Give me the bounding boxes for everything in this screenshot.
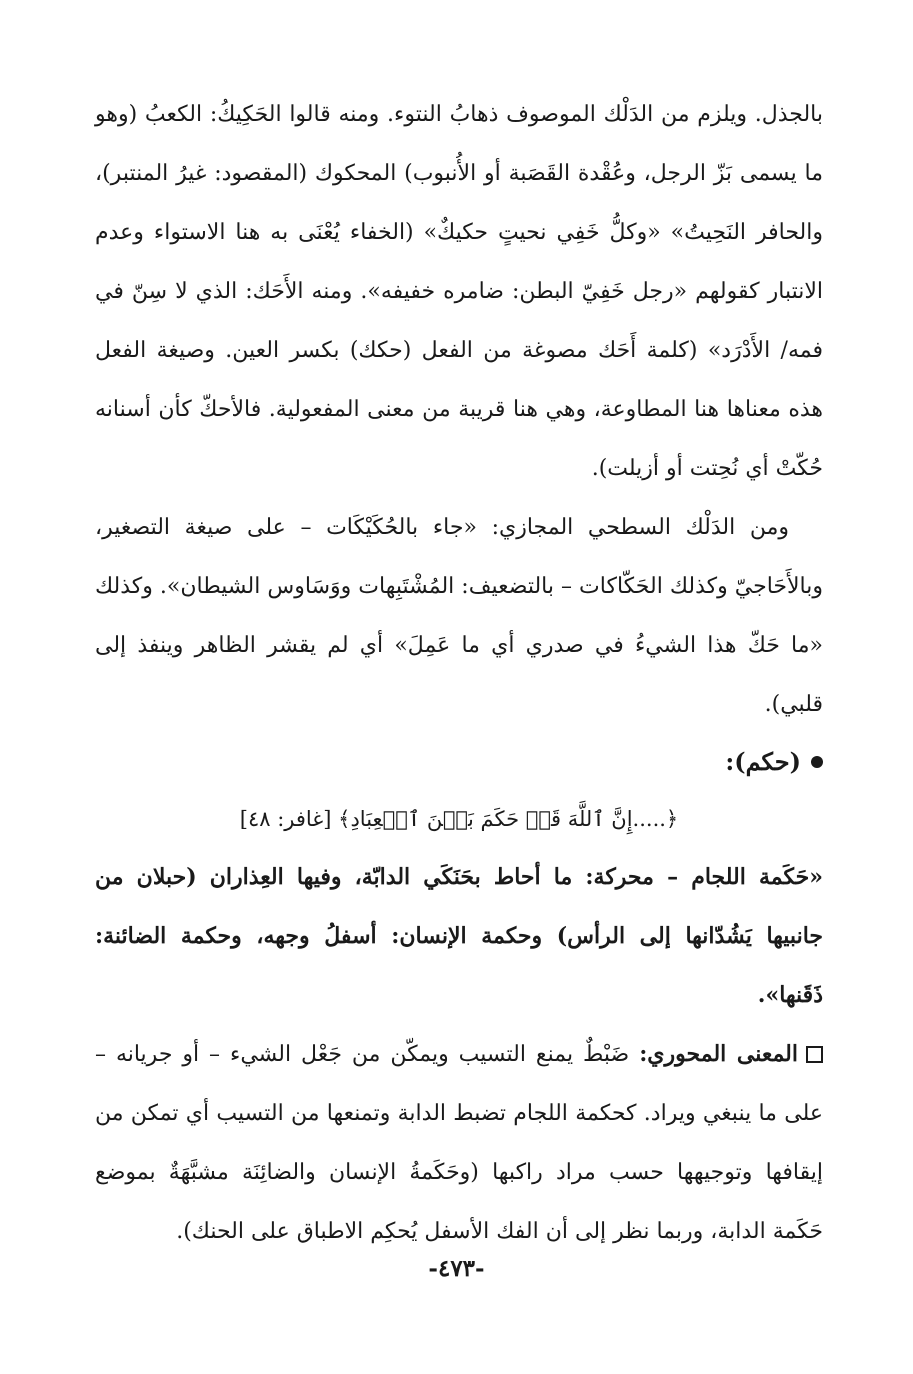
- central-meaning-label: المعنى المحوري:: [639, 1041, 798, 1067]
- section-heading: [95, 734, 823, 790]
- central-meaning-text: ضَبْطٌ يمنع التسيب ويمكّن من جَعْل الشيء – أو جريانه – على ما ينبغي ويراد. كحكمة اللجام تضبط الدابة وتمنعها من التسيب أي تمكن من إيقافها وتوجيهها حسب مراد راكبها (وحَكَمةُ الإنسان والضائِنَة مشبَّهَةٌ بموضع حَكَمة الدابة، وربما نظر إلى أن الفك الأسفل يُحكِم الاطباق على الحنك).: [95, 1042, 823, 1244]
- paragraph-2: ومن الدَلْك السطحي المجازي: «جاء بالحُكَيْكَات – على صيغة التصغير، وبالأَحَاجيّ وكذلك الحَكّاكات – بالتضعيف: المُشْتَبِهات ووَسَاوس الشيطان». وكذلك «ما حَكّ هذا الشيءُ في صدري أي ما عَمِلَ» أي لم يقشر الظاهر وينفذ إلى قلبي).: [95, 515, 823, 717]
- bullet-icon: [811, 756, 823, 768]
- page-number: -٤٧٣-: [428, 1255, 485, 1282]
- paragraph-3: «حَكَمة اللجام – محركة: ما أحاط بحَنَكَي الدابّة، وفيها العِذاران (حبلان من جانبيها يَشُدّانها إلى الرأس) وحكمة الإنسان: أسفلُ وجهه، وحكمة الضائنة: ذَقَنها».: [95, 864, 823, 1008]
- paragraph-1: بالجذل. ويلزم من الدَلْك الموصوف ذهابُ النتوء. ومنه قالوا الحَكِيكُ: الكعبُ (وهو ما يسمى بَزّ الرجل، وعُقْدة القَصَبة أو الأُنبوب) المحكوك (المقصود: غيرُ المنتبر)، والحافر النَحِيتُ» «وكلُّ خَفِي نحيتٍ حكيكٌ» (الخفاء يُعْنَى به هنا الاستواء وعدم الانتبار كقولهم «رجل خَفِيّ البطن: ضامره خفيفه». ومنه الأَحَك: الذي لا سِنّ في فمه/ الأَدْرَد» (كلمة أَحَك مصوغة من الفعل (حكك) بكسر العين. وصيغة الفعل هذه معناها هنا المطاوعة، وهي هنا قريبة من معنى المفعولية. فالأحكّ كأن أسنانه حُكّتْ أي نُحِتت أو أزيلت).: [95, 102, 823, 481]
- paragraph-4: [95, 1025, 823, 1261]
- square-icon: [806, 1046, 823, 1063]
- page-content: [95, 85, 823, 1325]
- quran-verse: ﴿.....إِنَّ ٱللَّهَ قَدۡ حَكَمَ بَيۡنَ ٱلۡعِبَادِ﴾ [غافر: ٤٨]: [239, 807, 679, 831]
- heading-text: (حكم):: [725, 747, 801, 776]
